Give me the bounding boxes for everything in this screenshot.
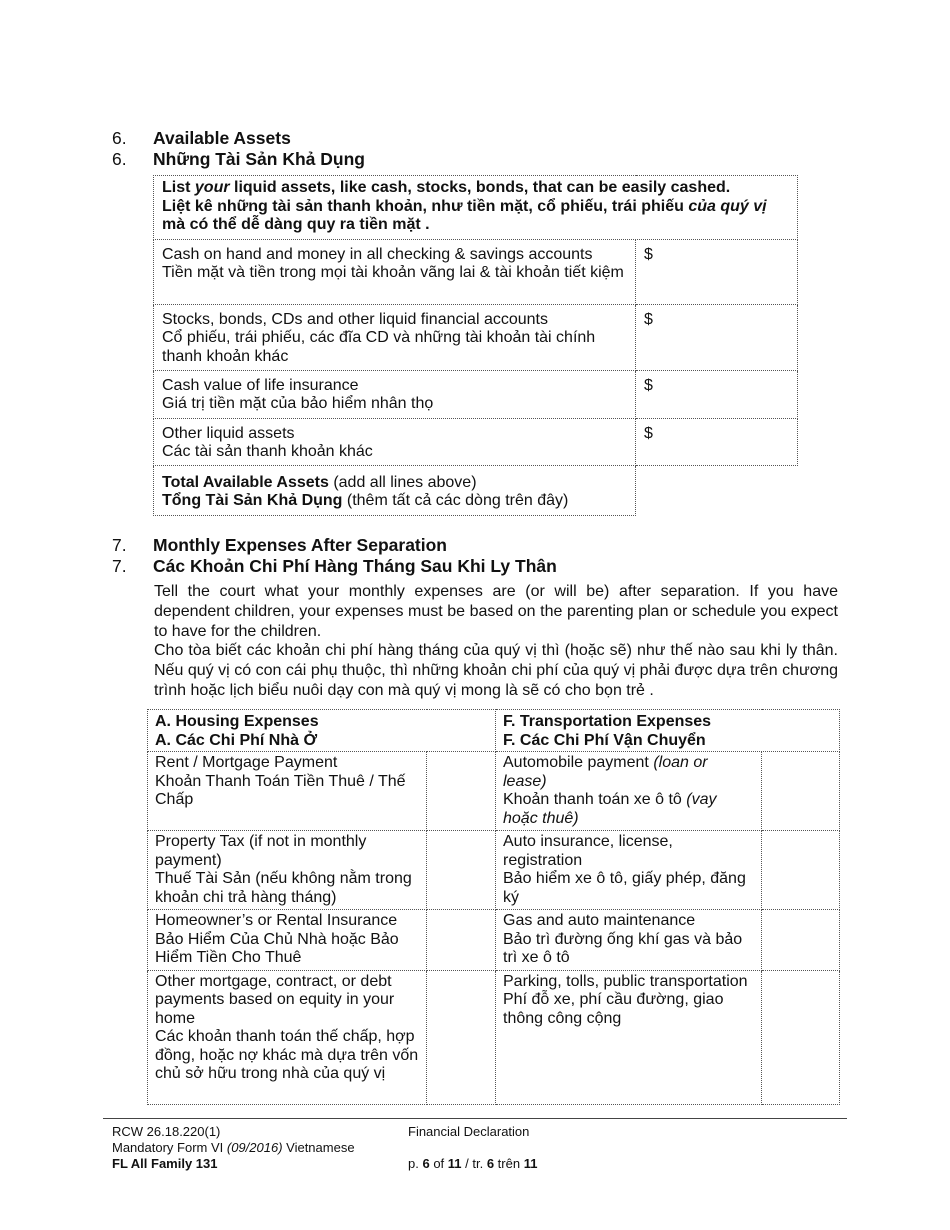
intro-text: mà có thể dễ dàng quy ra tiền mặt . [162,216,430,233]
form-version [112,1140,355,1156]
total-note-en: (add all lines above) [328,473,477,491]
expense-label-en: Property Tax (if not in monthly payment) [155,833,367,869]
expense-label-note: (vay hoặc thuê) [503,791,717,827]
footer-form-info [112,1124,355,1172]
asset-amount-field[interactable] [636,370,798,418]
expense-amount-field[interactable] [427,970,496,1104]
total-label [154,465,636,515]
section-number: 7. [112,556,127,576]
asset-label-vi: Giá trị tiền mặt của bảo hiểm nhân thọ [162,395,434,412]
expense-label-vi: Khoản thanh toán xe ô tô [503,791,687,808]
asset-label [154,239,636,304]
expense-amount-field[interactable] [427,752,496,831]
expense-row [148,970,840,1104]
asset-label-en: Stocks, bonds, CDs and other liquid financial accounts [162,310,548,328]
expense-amount-field[interactable] [427,910,496,971]
intro-emphasis: của quý vị [688,197,767,215]
expense-label [148,752,427,831]
expense-label [148,970,427,1104]
intro-emphasis: your [194,179,230,196]
expense-label-en: Gas and auto maintenance [503,912,696,929]
asset-label-en: Cash on hand and money in all checking & savings accounts [162,245,593,263]
assets-intro [154,176,798,240]
expense-label-vi: Các khoản thanh toán thế chấp, hợp đồng, hoặc nợ khác mà dựa trên vốn chủ sở hữu trong nhà của quý vị [155,1028,419,1082]
asset-amount-field[interactable] [636,418,798,465]
transport-header-en: F. Transportation Expenses [503,713,712,730]
section-title-vi: Những Tài Sản Khả Dụng [153,149,365,169]
form-version-text: Vietnamese [282,1140,355,1155]
section-number: 6. [112,128,127,148]
page-footer [103,1118,847,1171]
total-spacer [636,465,798,515]
asset-label-en: Cash value of life insurance [162,376,359,394]
asset-label [154,304,636,370]
housing-header-vi: A. Các Chi Phí Nhà Ở [155,731,318,749]
intro-text: liquid assets, like cash, stocks, bonds, that can be easily cashed. [229,179,731,196]
section-number: 7. [112,535,127,555]
expense-label [496,910,762,971]
statute-reference: RCW 26.18.220(1) [112,1124,221,1139]
expense-label [148,910,427,971]
currency-symbol: $ [644,424,653,442]
asset-label [154,370,636,418]
asset-label [154,418,636,465]
expense-label [496,970,762,1104]
form-id: FL All Family 131 [112,1156,218,1171]
housing-header-en: A. Housing Expenses [155,713,319,730]
housing-expenses-header [148,710,496,752]
expense-label [148,831,427,910]
expense-row [148,752,840,831]
expense-label-en: Rent / Mortgage Payment [155,754,338,771]
asset-label-vi: Tiền mặt và tiền trong mọi tài khoản vãng lai & tài khoản tiết kiệm [162,264,624,281]
transportation-expenses-header [496,710,840,752]
expense-amount-field[interactable] [762,752,840,831]
asset-amount-field[interactable] [636,239,798,304]
asset-row [154,239,798,304]
expense-label-vi: Bảo hiểm xe ô tô, giấy phép, đăng ký [503,870,746,906]
section-number: 6. [112,149,127,169]
asset-row [154,418,798,465]
expense-label-en: Parking, tolls, public transportation [503,972,748,990]
expense-row [148,831,840,910]
expense-label-vi: Thuế Tài Sản (nếu không nằm trong khoản chi trả hàng tháng) [155,870,412,906]
section-title-vi: Các Khoản Chi Phí Hàng Tháng Sau Khi Ly Thân [153,556,557,576]
expense-label-vi: Phí đỗ xe, phí cầu đường, giao thông công cộng [503,991,724,1027]
page-number: p. 6 of 11 / tr. 6 trên 11 [408,1156,538,1171]
transport-header-vi: F. Các Chi Phí Vận Chuyển [503,731,706,749]
expense-label-note: (loan or lease) [503,754,708,790]
expense-label-en: Automobile payment [503,754,654,771]
asset-label-en: Other liquid assets [162,424,295,442]
asset-row [154,370,798,418]
expense-amount-field[interactable] [427,831,496,910]
total-label-en: Total Available Assets [162,473,329,491]
intro-text: Liệt kê những tài sản thanh khoản, như tiền mặt, cổ phiếu, trái phiếu [162,197,689,215]
intro-text: List [162,179,195,196]
section-title-en: Available Assets [153,128,291,148]
expense-label [496,752,762,831]
footer-doc-info [408,1124,537,1172]
expense-label-en: Auto insurance, license, registration [503,833,673,869]
expense-row [148,910,840,971]
expense-label-en: Other mortgage, contract, or debt payments based on equity in your home [155,972,395,1027]
total-note-vi: (thêm tất cả các dòng trên đây) [342,492,569,509]
section-title-en: Monthly Expenses After Separation [153,535,447,555]
asset-label-vi: Cổ phiếu, trái phiếu, các đĩa CD và những tài khoản tài chính thanh khoản khác [162,329,596,365]
expenses-header-row [148,710,840,752]
currency-symbol: $ [644,245,653,263]
assets-total-row [154,465,798,515]
asset-row [154,304,798,370]
expense-amount-field[interactable] [762,831,840,910]
available-assets-table [153,175,798,516]
expense-label [496,831,762,910]
document-title: Financial Declaration [408,1124,530,1139]
expense-label-en: Homeowner’s or Rental Insurance [155,912,398,929]
currency-symbol: $ [644,376,653,394]
expense-amount-field[interactable] [762,970,840,1104]
expense-label-vi: Bảo trì đường ống khí gas và bảo trì xe ô tô [503,930,743,966]
monthly-expenses-table [147,709,840,1105]
currency-symbol: $ [644,310,653,328]
total-label-vi: Tổng Tài Sản Khả Dụng [162,492,343,509]
assets-intro-row [154,176,798,240]
expenses-instructions-vi: Cho tòa biết các khoản chi phí hàng tháng của quý vị thì (hoặc sẽ) như thế nào sau khi ly thân. Nếu quý vị có con cái phụ thuộc, thì những khoản chi phí của quý vị phải được dựa trên chương trình hoặc lịch biểu nuôi dạy con mà quý vị mong là sẽ có cho bọn trẻ . [154,642,838,699]
asset-amount-field[interactable] [636,304,798,370]
form-version-text: Mandatory Form VI [112,1140,227,1155]
expense-label-vi: Khoản Thanh Toán Tiền Thuê / Thế Chấp [155,772,406,808]
form-version-date: (09/2016) [226,1140,283,1155]
asset-label-vi: Các tài sản thanh khoản khác [162,443,373,460]
expense-label-vi: Bảo Hiểm Của Chủ Nhà hoặc Bảo Hiểm Tiền Cho Thuê [155,930,399,966]
expense-amount-field[interactable] [762,910,840,971]
expenses-instructions-en: Tell the court what your monthly expenses are (or will be) after separation. If you have dependent children, your expenses must be based on the parenting plan or schedule you expect to have for the children. [154,583,838,640]
